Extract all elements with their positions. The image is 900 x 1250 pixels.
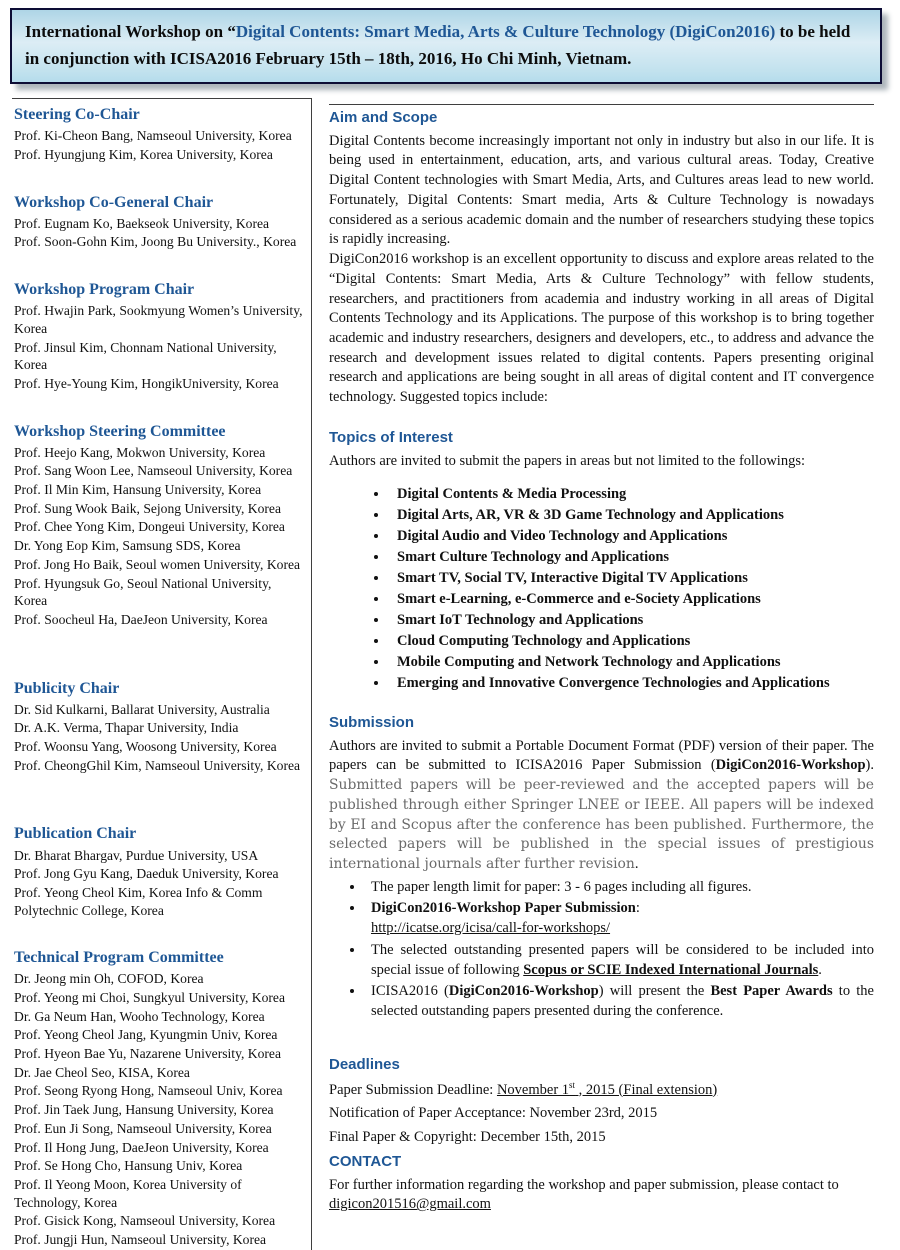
- sidebar-section-co-general-chair: [14, 193, 305, 252]
- member-row: Prof. Yeong mi Choi, Sungkyul University, Korea: [14, 990, 285, 1006]
- topics-intro: Authors are invited to submit the papers in areas but not limited to the followings:: [329, 452, 806, 469]
- submission-workshop-name: DigiCon2016-Workshop: [715, 757, 866, 774]
- awards-text: ) will present the: [598, 983, 711, 1000]
- member-row: Prof. Heejo Kang, Mokwon University, Korea: [14, 444, 266, 460]
- awards-text: to the selected outstanding papers presented during the conference.: [371, 983, 874, 1020]
- submission-bullet-awards: [365, 982, 874, 1021]
- submission-heading: Submission: [329, 713, 415, 731]
- submission-link-label: DigiCon2016-Workshop Paper Submission: [371, 900, 636, 917]
- member-list: [14, 215, 305, 251]
- banner-text-after: to be held in conjunction with ICISA2016 February 15th – 18th, 2016, Ho Chi Minh, Vietnam.: [25, 22, 851, 68]
- section-heading: Workshop Program Chair: [14, 281, 195, 299]
- contact-text: For further information regarding the workshop and paper submission, please contact to: [329, 1176, 839, 1193]
- topic-item: • Smart e-Learning, e-Commerce and e-Society Applications: [389, 591, 874, 609]
- sidebar-section-publicity-chair: [14, 679, 305, 775]
- submission-review-note: Submitted papers will be peer-reviewed and the accepted papers will be published through either Springer LNEE or IEEE. All papers will be indexed by EI and Scopus after the conference has been published. Furthermore, the selected papers will be published in the special issues of prestigious international journals after further revision: [329, 777, 874, 873]
- topic-item: • Smart Culture Technology and Applications: [389, 549, 874, 567]
- member-row: Prof. Yeong Cheol Kim, Korea Info & Comm Polytechnic College, Korea: [14, 884, 263, 918]
- member-row: Dr. A.K. Verma, Thapar University, India: [14, 720, 239, 736]
- section-heading: Technical Program Committee: [14, 949, 224, 967]
- journals-emphasis: Scopus or SCIE Indexed International Journals: [523, 961, 819, 978]
- member-row: Prof. Hyungsuk Go, Seoul National University, Korea: [14, 575, 272, 609]
- member-row: Dr. Ga Neum Han, Wooho Technology, Korea: [14, 1008, 265, 1024]
- banner-text-before: International Workshop on “: [25, 22, 236, 41]
- member-list: [14, 970, 305, 1248]
- section-heading: Publicity Chair: [14, 679, 120, 697]
- section-heading: Publication Chair: [14, 825, 137, 843]
- member-row: Prof. Woonsu Yang, Woosong University, Korea: [14, 739, 277, 755]
- member-row: Prof. Il Min Kim, Hansung University, Korea: [14, 482, 262, 498]
- topic-item: • Digital Audio and Video Technology and Applications: [389, 528, 874, 546]
- member-row: Prof. Seong Ryong Hong, Namseoul Univ, Korea: [14, 1083, 283, 1099]
- section-heading: Workshop Co-General Chair: [14, 193, 214, 211]
- member-row: Dr. Jeong min Oh, COFOD, Korea: [14, 971, 204, 987]
- contact-paragraph: [329, 1176, 874, 1215]
- journals-text: The selected outstanding presented papers will be considered to be included into special issue of following: [371, 941, 874, 978]
- main-column: [312, 98, 900, 1250]
- topics-list: [329, 486, 874, 693]
- submission-text: Authors are invited to submit a Portable Document Format (PDF) version of their paper. The papers can be submitted to ICISA2016 Paper Submission (: [329, 737, 874, 774]
- member-row: Prof. Soocheul Ha, DaeJeon University, Korea: [14, 611, 268, 627]
- member-row: Dr. Yong Eop Kim, Samsung SDS, Korea: [14, 538, 241, 554]
- deadlines-heading: Deadlines: [329, 1055, 400, 1073]
- contact-email-link[interactable]: digicon201516@gmail.com: [329, 1196, 491, 1213]
- member-list: [14, 847, 305, 920]
- sidebar-section-technical-program-committee: [14, 948, 305, 1248]
- member-row: Prof. Il Yeong Moon, Korea University of Technology, Korea: [14, 1176, 242, 1210]
- member-row: Prof. Sung Wook Baik, Sejong University, Korea: [14, 500, 281, 516]
- member-row: Prof. Il Hong Jung, DaeJeon University, Korea: [14, 1139, 269, 1155]
- member-row: Prof. CheongGhil Kim, Namseoul University, Korea: [14, 757, 301, 773]
- topic-item: • Cloud Computing Technology and Applications: [389, 633, 874, 651]
- workshop-submission-url[interactable]: http://icatse.org/icisa/call-for-workshops/: [371, 920, 611, 937]
- member-row: Dr. Jae Cheol Seo, KISA, Korea: [14, 1064, 190, 1080]
- committee-sidebar: [12, 98, 312, 1250]
- submission-text: .: [634, 856, 639, 873]
- topic-item: • Smart TV, Social TV, Interactive Digital TV Applications: [389, 570, 874, 588]
- banner-text-highlight: Digital Contents: Smart Media, Arts & Culture Technology (DigiCon2016): [235, 22, 776, 41]
- member-row: Prof. Eun Ji Song, Namseoul University, Korea: [14, 1120, 272, 1136]
- member-row: Prof. Eugnam Ko, Baekseok University, Korea: [14, 215, 270, 231]
- deadline-date-ordinal: st: [569, 1079, 576, 1090]
- topics-heading: Topics of Interest: [329, 428, 453, 446]
- sidebar-section-publication-chair: [14, 824, 305, 919]
- member-row: Prof. Jin Taek Jung, Hansung University, Korea: [14, 1102, 274, 1118]
- contact-heading: CONTACT: [329, 1152, 402, 1170]
- member-list: [14, 127, 305, 163]
- topic-item: • Emerging and Innovative Convergence Technologies and Applications: [389, 675, 874, 693]
- member-row: Prof. Soon-Gohn Kim, Joong Bu University., Korea: [14, 234, 297, 250]
- section-heading: Steering Co-Chair: [14, 106, 140, 123]
- member-row: Prof. Hyeon Bae Yu, Nazarene University, Korea: [14, 1046, 281, 1062]
- member-row: Prof. Chee Yong Kim, Dongeui University, Korea: [14, 519, 285, 535]
- member-row: Prof. Sang Woon Lee, Namseoul University, Korea: [14, 463, 293, 479]
- member-row: Prof. Ki-Cheon Bang, Namseoul University, Korea: [14, 128, 292, 144]
- section-heading: Workshop Steering Committee: [14, 422, 226, 440]
- member-list: [14, 701, 305, 775]
- awards-text: ICISA2016 (: [371, 983, 449, 1000]
- topic-item: • Digital Arts, AR, VR & 3D Game Technology and Applications: [389, 507, 874, 525]
- deadline-date-text: , 2015 (Final extension): [575, 1081, 718, 1098]
- workshop-title-banner: [10, 8, 882, 84]
- submission-bullet-length: • The paper length limit for paper: 3 - 6 pages including all figures.: [365, 878, 874, 898]
- member-row: Dr. Sid Kulkarni, Ballarat University, Australia: [14, 701, 270, 717]
- topic-item: • Mobile Computing and Network Technology and Applications: [389, 654, 874, 672]
- submission-bullet-list: [329, 878, 874, 1022]
- aim-paragraph-2: DigiCon2016 workshop is an excellent opportunity to discuss and explore areas related to the “Digital Contents: Smart Media, Arts & Culture Technology” with fellow students, researchers, and practitioners from academia and industry working in all areas of Digital Contents Technology and its Applications. The purpose of this workshop is to bring together academic and industry researchers, designers and developers, etc., to address and advance the research and development issues related to digital contents. Papers presenting original research and applications are being sought in all areas of digital content and IT convergence technology. Suggested topics include:: [329, 251, 874, 406]
- member-row: Dr. Bharat Bhargav, Purdue University, USA: [14, 847, 259, 863]
- aim-paragraph-1: Digital Contents become increasingly important not only in industry but also in our life. It is being used in entertainment, education, arts, and various cultural areas. Today, Creative Digital Content technologies with Smart Media, Arts, and Cultures areas lead to new world. Fortunately, Digital Contents: Smart media, Arts & Culture Technology is nowadays considered as a serious academic domain and the number of researchers studying these topics is rapidly increasing.: [329, 132, 874, 248]
- top-rule: [329, 104, 874, 105]
- member-row: Prof. Jong Gyu Kang, Daeduk University, Korea: [14, 866, 279, 882]
- submission-bullet-journals: [365, 941, 874, 980]
- deadline-date: [496, 1079, 718, 1098]
- deadline-submission: [329, 1079, 874, 1102]
- deadline-notification: Notification of Paper Acceptance: November 23rd, 2015: [329, 1105, 658, 1122]
- submission-bullet-link: [365, 899, 874, 938]
- awards-workshop-name: DigiCon2016-Workshop: [448, 983, 599, 1000]
- member-row: Prof. Hyungjung Kim, Korea University, Korea: [14, 146, 273, 162]
- sidebar-section-steering-co-chair: [14, 105, 305, 164]
- member-row: Prof. Gisick Kong, Namseoul University, Korea: [14, 1213, 276, 1229]
- best-paper-awards: Best Paper Awards: [710, 983, 833, 1000]
- deadline-label: Paper Submission Deadline:: [329, 1081, 497, 1098]
- aim-and-scope-heading: Aim and Scope: [329, 109, 438, 126]
- member-row: Prof. Jong Ho Baik, Seoul women University, Korea: [14, 556, 301, 572]
- deadline-final-paper: Final Paper & Copyright: December 15th, 2015: [329, 1128, 606, 1145]
- member-row: Prof. Jinsul Kim, Chonnam National University, Korea: [14, 339, 277, 373]
- topic-item: • Digital Contents & Media Processing: [389, 486, 874, 504]
- submission-link-colon: :: [635, 900, 640, 917]
- topic-item: • Smart IoT Technology and Applications: [389, 612, 874, 630]
- sidebar-section-program-chair: [14, 280, 305, 393]
- journals-period: .: [818, 961, 822, 978]
- member-row: Prof. Yeong Cheol Jang, Kyungmin Univ, Korea: [14, 1027, 278, 1043]
- sidebar-section-steering-committee: [14, 422, 305, 629]
- member-list: [14, 444, 305, 629]
- member-row: Prof. Hwajin Park, Sookmyung Women’s University, Korea: [14, 303, 303, 336]
- content-columns: [12, 98, 900, 1250]
- submission-text: ).: [865, 757, 874, 774]
- deadline-date-text: November 1: [496, 1081, 570, 1098]
- member-row: Prof. Se Hong Cho, Hansung Univ, Korea: [14, 1158, 243, 1174]
- member-row: Prof. Hye-Young Kim, HongikUniversity, Korea: [14, 375, 279, 391]
- member-list: [14, 302, 305, 392]
- member-row: Prof. Jungji Hun, Namseoul University, Korea: [14, 1231, 267, 1247]
- submission-paragraph: [329, 737, 874, 875]
